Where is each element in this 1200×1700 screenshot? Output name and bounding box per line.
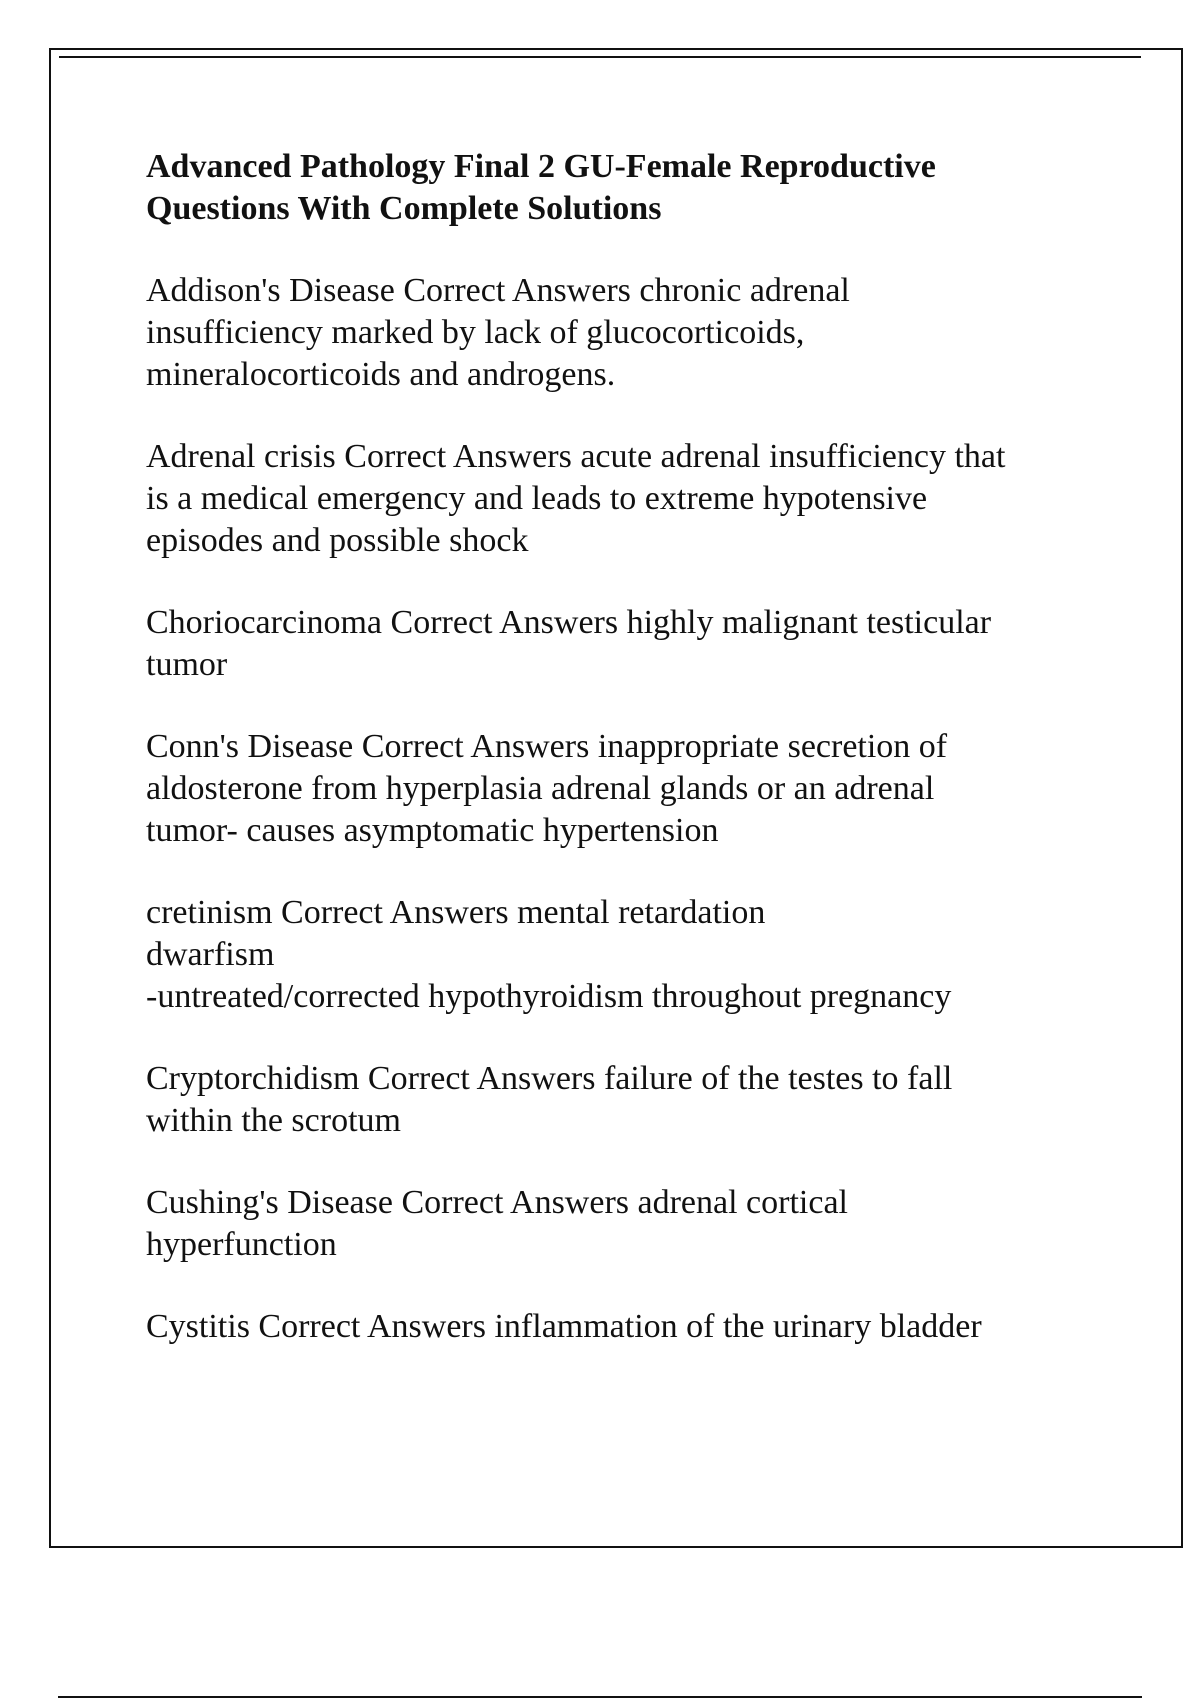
entry-cystitis: Cystitis Correct Answers inflammation of the urinary bladder [146, 1308, 982, 1345]
entry-choriocarcinoma: Choriocarcinoma Correct Answers highly malignant testicular tumor [146, 604, 992, 683]
top-rule [59, 56, 1141, 58]
document-title: Advanced Pathology Final 2 GU-Female Reproductive Questions With Complete Solutions [146, 148, 936, 227]
entry-addisons-disease: Addison's Disease Correct Answers chronic adrenal insufficiency marked by lack of glucocorticoids, mineralocorticoids and androgens. [146, 272, 850, 393]
bottom-rule [58, 1696, 1142, 1698]
document-body [146, 146, 1096, 1388]
entry-conns-disease: Conn's Disease Correct Answers inappropriate secretion of aldosterone from hyperplasia adrenal glands or an adrenal tumor- causes asymptomatic hypertension [146, 728, 948, 849]
entry-cryptorchidism: Cryptorchidism Correct Answers failure of the testes to fall within the scrotum [146, 1060, 953, 1139]
entry-adrenal-crisis: Adrenal crisis Correct Answers acute adrenal insufficiency that is a medical emergency and leads to extreme hypotensive episodes and possible shock [146, 438, 1006, 559]
entry-cretinism: cretinism Correct Answers mental retardation dwarfism -untreated/corrected hypothyroidism throughout pregnancy [146, 894, 952, 1015]
entry-cushings-disease: Cushing's Disease Correct Answers adrenal cortical hyperfunction [146, 1184, 848, 1263]
